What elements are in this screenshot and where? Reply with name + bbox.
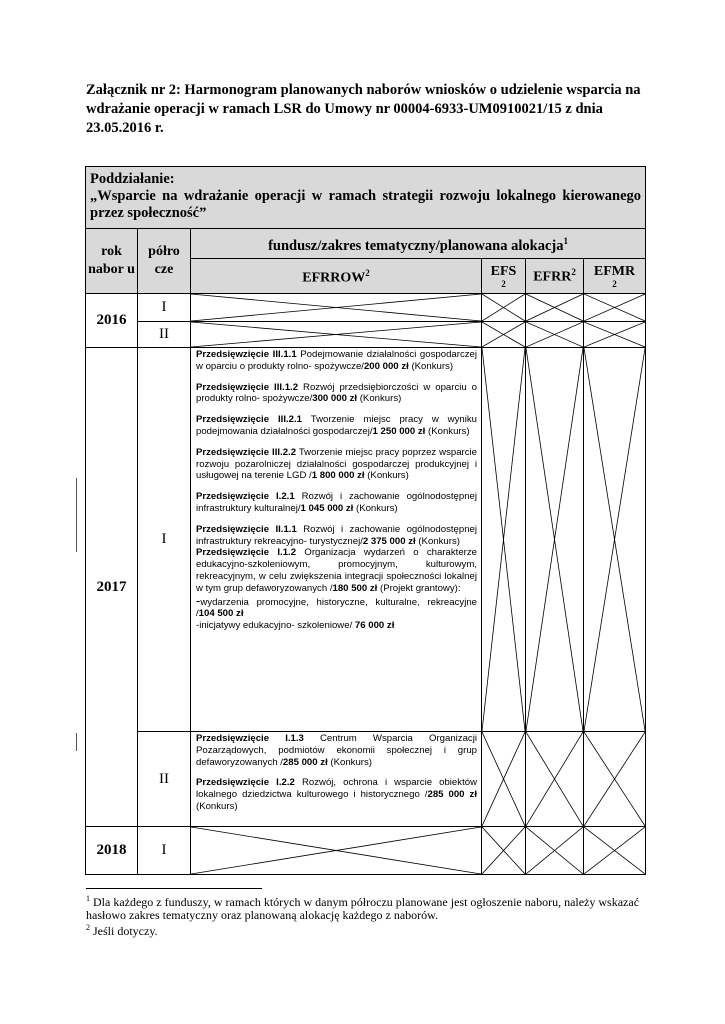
poddzialanie-text: „Wsparcie na wdrażanie operacji w ramach strategii rozwoju lokalnego kierowanego przez społeczność” <box>90 188 642 221</box>
year-2018: 2018 <box>86 827 138 875</box>
item-mode: (Konkurs) <box>428 425 470 437</box>
item-code: I.1.3 <box>285 733 304 744</box>
year-2016: 2016 <box>86 294 138 348</box>
content-2017-II <box>191 732 482 827</box>
schedule-table <box>85 166 646 875</box>
list-item <box>196 349 477 373</box>
content-2017-I <box>191 348 482 732</box>
header-rok: rok nabor u <box>86 229 138 294</box>
cross-mark <box>191 294 481 321</box>
footnote-2: $^2$ Jeśli dotyczy. <box>86 923 158 938</box>
item-amount: 200 000 zł <box>363 360 409 372</box>
cross-mark <box>482 294 525 321</box>
cross-mark <box>482 348 525 731</box>
poddzialanie-label: Poddziałanie: <box>90 171 175 187</box>
cross-mark <box>526 322 583 347</box>
cross-mark <box>584 348 645 731</box>
cross-mark <box>482 732 525 826</box>
half-2017-I: I <box>138 348 191 732</box>
item-label: Przedsięwzięcie <box>196 381 270 393</box>
item-code: III.1.2 <box>274 381 299 393</box>
cross-mark <box>584 827 645 874</box>
cross-mark <box>482 322 525 347</box>
empty-cell <box>482 827 526 875</box>
header-efrr: EFRR$^2$ <box>526 259 584 294</box>
header-polrocze: półro cze <box>138 229 191 294</box>
list-item <box>196 447 477 482</box>
item-mode: (Konkurs) <box>411 360 454 372</box>
empty-cell <box>584 348 646 732</box>
item-label: Przedsięwzięcie <box>196 523 270 535</box>
half-2018-I: I <box>138 827 191 875</box>
item-label: Przedsięwzięcie <box>196 491 270 503</box>
empty-cell <box>482 348 526 732</box>
item-amount: 1 045 000 zł <box>300 502 354 514</box>
item-mode: (Konkurs) <box>356 502 398 514</box>
item-mode: (Konkurs) <box>359 393 402 405</box>
header-fundusz: fundusz/zakres tematyczny/planowana alokacja$^1$ <box>191 229 646 259</box>
half-2016-II: II <box>138 322 191 348</box>
empty-cell <box>526 294 584 322</box>
empty-cell <box>482 322 526 348</box>
empty-cell <box>191 322 482 348</box>
list-item <box>196 524 477 548</box>
cross-mark <box>526 294 583 321</box>
item-text: Podejmowanie działalności gospodarczej w oparciu o produkty rolno- spożywcze/ <box>196 349 478 372</box>
item-text: Tworzenie miejsc pracy w wyniku podejmowania działalności gospodarczej/ <box>196 414 477 437</box>
item-label: Przedsięwzięcie <box>196 446 270 458</box>
cross-mark <box>526 827 583 874</box>
item-amount: 2 375 000 zł <box>362 535 416 547</box>
item-amount: 1 250 000 zł <box>372 425 426 437</box>
header-efs: EFS 2 <box>482 259 526 294</box>
sub-item: -wydarzenia promocyjne, historyczne, kulturalne, rekreacyjne /104 500 zł <box>196 592 477 620</box>
list-item <box>196 777 477 812</box>
margin-mark <box>76 478 77 552</box>
cross-mark <box>584 322 645 347</box>
item-code: III.2.2 <box>272 446 297 458</box>
item-text: Tworzenie miejsc pracy poprzez wsparcie rozwoju pozarolniczej działalności gospodarczej produkcyjnej i usługowej na terenie LGD / <box>196 446 478 482</box>
item-amount: 1 800 000 zł <box>311 470 365 482</box>
year-2017: 2017 <box>86 348 138 827</box>
header-efmr: EFMR 2 <box>584 259 646 294</box>
empty-cell <box>584 294 646 322</box>
item-label: Przedsięwzięcie <box>196 777 270 789</box>
empty-cell <box>526 322 584 348</box>
half-2016-I: I <box>138 294 191 322</box>
item-code: II.1.1 <box>275 523 297 535</box>
cross-mark <box>526 732 583 826</box>
empty-cell <box>482 732 526 827</box>
list-item <box>196 382 477 406</box>
cross-mark <box>191 322 481 347</box>
empty-cell <box>191 827 482 875</box>
empty-cell <box>482 294 526 322</box>
empty-cell <box>584 827 646 875</box>
half-2017-II: II <box>138 732 191 827</box>
cross-mark <box>191 827 481 874</box>
empty-cell <box>584 322 646 348</box>
empty-cell <box>526 348 584 732</box>
item-amount: 285 000 zł <box>427 789 477 801</box>
header-efrrow: EFRROW$^2$ <box>191 259 482 294</box>
list-item <box>196 733 477 768</box>
sub-item: -inicjatywy edukacyjno- szkoleniowe/ 76 000 zł <box>196 620 395 632</box>
cross-mark <box>526 348 583 731</box>
poddzialanie-cell <box>86 167 646 229</box>
item-mode: (Konkurs) <box>330 756 372 768</box>
cross-mark <box>482 827 525 874</box>
empty-cell <box>526 827 584 875</box>
item-text: Rozwój przedsiębiorczości w oparciu o produkty rolno- spożywcze/ <box>196 381 478 405</box>
item-code: I.2.2 <box>276 777 295 789</box>
item-label: Przedsięwzięcie <box>196 414 270 426</box>
list-item <box>196 491 477 515</box>
empty-cell <box>191 294 482 322</box>
item-mode: (Konkurs) <box>196 800 238 812</box>
item-code: I.2.1 <box>275 491 295 503</box>
item-code: III.2.1 <box>277 414 302 426</box>
item-text: Rozwój i zachowanie ogólnodostępnej infrastruktury kulturalnej/ <box>196 491 477 514</box>
empty-cell <box>584 732 646 827</box>
item-amount: 285 000 zł <box>282 756 328 768</box>
item-label: Przedsięwzięcie <box>196 349 270 360</box>
item-text: Rozwój, ochrona i wsparcie obiektów lokalnego dziedzictwa kulturowego i historycznego / <box>196 777 477 801</box>
footnote-1: $^1$ Dla każdego z funduszy, w ramach których w danym półroczu planowane jest ogłoszenie naboru, należy wskazać hasłowo zakres tematyczny oraz planowaną alokację każdego z naborów. <box>86 894 640 922</box>
empty-cell <box>526 732 584 827</box>
item-label: Przedsięwzięcie <box>196 733 270 744</box>
item-text: Rozwój i zachowanie ogólnodostępnej infrastruktury rekreacyjno- turystycznej/ <box>196 523 478 547</box>
item-mode: (Konkurs) <box>367 470 409 482</box>
item-code: III.1.1 <box>272 349 297 360</box>
cross-mark <box>584 732 645 826</box>
item-amount: 300 000 zł <box>312 393 358 405</box>
list-item <box>196 414 477 438</box>
document-title: Załącznik nr 2: Harmonogram planowanych naborów wniosków o udzielenie wsparcia na wdrażanie operacji w ramach LSR do Umowy nr 00004-6933-UM0910021/15 z dnia 23.05.2016 r. <box>86 82 641 136</box>
margin-mark <box>76 733 77 751</box>
item-mode: (Konkurs) <box>418 535 460 547</box>
item-text: Centrum Wsparcia Organizacji Pozarządowych, podmiotów ekonomii społecznej i grup defaworyzowanych / <box>196 733 477 768</box>
cross-mark <box>584 294 645 321</box>
list-item: Przedsięwzięcie I.1.2 Organizacja wydarzeń o charakterze edukacyjno-szkoleniowym, promocyjnym, kulturowym, rekreacyjnym, w celu zwiększenia integracji społeczności lokalnej w tym grup defaworyzowanych /180 500 zł (Projekt grantowy): -wydarzenia promocyjne, historyczne, kulturalne, rekreacyjne /104 500 zł -inicjatywy edukacyjno- szkoleniowe/ 76 000 zł <box>196 547 477 632</box>
footnote-separator <box>86 888 262 889</box>
